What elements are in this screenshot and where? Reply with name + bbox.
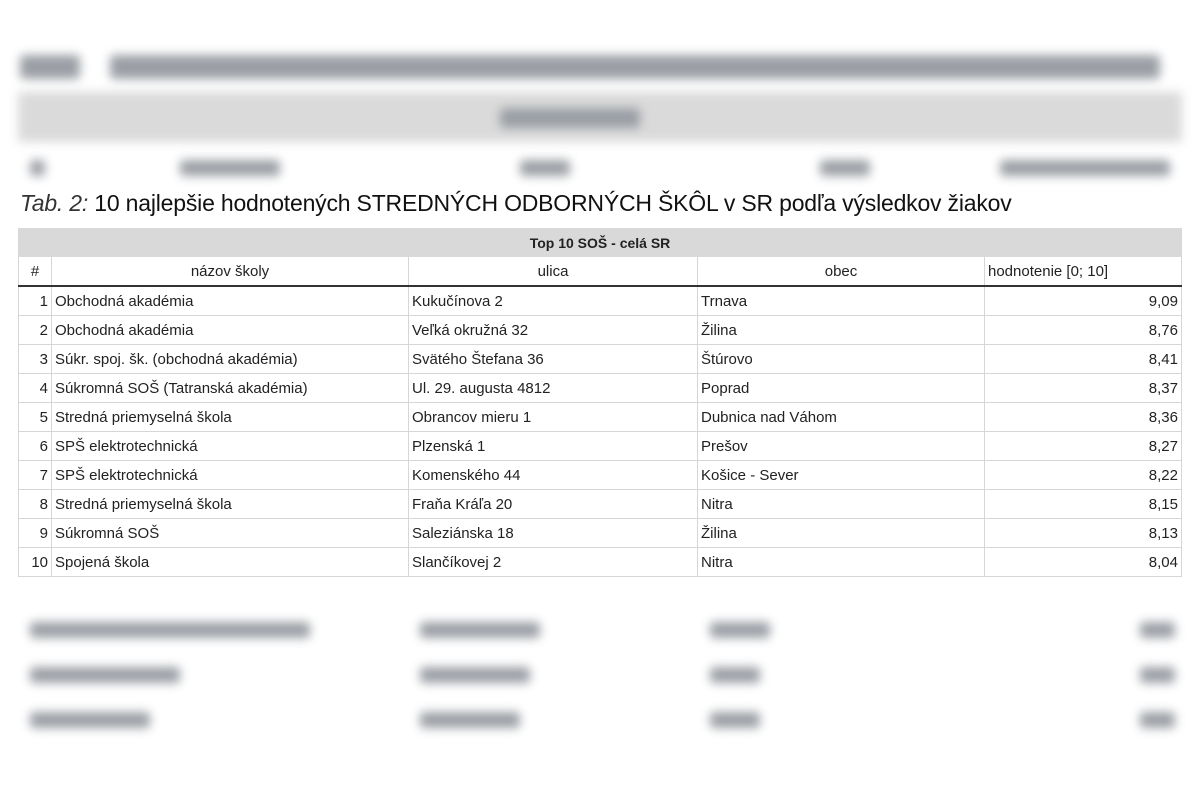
cell-number: 7 [19, 461, 52, 490]
cell-rating: 8,76 [985, 316, 1182, 345]
cell-school-name: Obchodná akadémia [52, 316, 409, 345]
cell-school-name: Stredná priemyselná škola [52, 403, 409, 432]
table-caption [20, 190, 1012, 217]
table-row [19, 548, 1182, 577]
cell-city: Žilina [698, 519, 985, 548]
caption-prefix: Tab. 2: [20, 190, 89, 216]
cell-school-name: Súkr. spoj. šk. (obchodná akadémia) [52, 345, 409, 374]
cell-number: 2 [19, 316, 52, 345]
table-row [19, 461, 1182, 490]
cell-number: 8 [19, 490, 52, 519]
table-row [19, 345, 1182, 374]
table-row [19, 286, 1182, 316]
cell-street: Obrancov mieru 1 [409, 403, 698, 432]
table-row [19, 519, 1182, 548]
cell-school-name: Súkromná SOŠ [52, 519, 409, 548]
cell-street: Kukučínova 2 [409, 286, 698, 316]
group-header: Top 10 SOŠ - celá SR [19, 229, 1182, 257]
cell-school-name: SPŠ elektrotechnická [52, 432, 409, 461]
blurred-background-bottom [0, 612, 1200, 800]
cell-number: 6 [19, 432, 52, 461]
cell-street: Slančíkovej 2 [409, 548, 698, 577]
cell-street: Veľká okružná 32 [409, 316, 698, 345]
cell-city: Žilina [698, 316, 985, 345]
cell-number: 5 [19, 403, 52, 432]
cell-city: Trnava [698, 286, 985, 316]
table-row [19, 374, 1182, 403]
cell-street: Komenského 44 [409, 461, 698, 490]
column-header-city: obec [698, 257, 985, 287]
cell-street: Ul. 29. augusta 4812 [409, 374, 698, 403]
cell-street: Svätého Štefana 36 [409, 345, 698, 374]
cell-street: Plzenská 1 [409, 432, 698, 461]
cell-rating: 8,41 [985, 345, 1182, 374]
column-header-school-name: názov školy [52, 257, 409, 287]
blurred-background-top [0, 0, 1200, 180]
cell-number: 1 [19, 286, 52, 316]
table-row [19, 432, 1182, 461]
cell-rating: 8,27 [985, 432, 1182, 461]
cell-city: Poprad [698, 374, 985, 403]
cell-city: Prešov [698, 432, 985, 461]
cell-city: Nitra [698, 548, 985, 577]
caption-text: 10 najlepšie hodnotených STREDNÝCH ODBORNÝCH ŠKÔL v SR podľa výsledkov žiakov [94, 190, 1012, 216]
table-row [19, 490, 1182, 519]
cell-rating: 8,04 [985, 548, 1182, 577]
cell-school-name: Spojená škola [52, 548, 409, 577]
cell-city: Štúrovo [698, 345, 985, 374]
cell-school-name: Súkromná SOŠ (Tatranská akadémia) [52, 374, 409, 403]
cell-rating: 9,09 [985, 286, 1182, 316]
cell-rating: 8,37 [985, 374, 1182, 403]
cell-city: Košice - Sever [698, 461, 985, 490]
cell-number: 10 [19, 548, 52, 577]
cell-rating: 8,15 [985, 490, 1182, 519]
cell-rating: 8,36 [985, 403, 1182, 432]
cell-number: 4 [19, 374, 52, 403]
cell-number: 3 [19, 345, 52, 374]
cell-school-name: Obchodná akadémia [52, 286, 409, 316]
column-header-street: ulica [409, 257, 698, 287]
table-row [19, 403, 1182, 432]
cell-street: Fraňa Kráľa 20 [409, 490, 698, 519]
cell-school-name: Stredná priemyselná škola [52, 490, 409, 519]
cell-number: 9 [19, 519, 52, 548]
schools-table [18, 228, 1182, 577]
table-row [19, 316, 1182, 345]
cell-rating: 8,22 [985, 461, 1182, 490]
column-header-number: # [19, 257, 52, 287]
cell-rating: 8,13 [985, 519, 1182, 548]
cell-city: Dubnica nad Váhom [698, 403, 985, 432]
cell-street: Saleziánska 18 [409, 519, 698, 548]
cell-school-name: SPŠ elektrotechnická [52, 461, 409, 490]
column-header-rating: hodnotenie [0; 10] [985, 257, 1182, 287]
cell-city: Nitra [698, 490, 985, 519]
